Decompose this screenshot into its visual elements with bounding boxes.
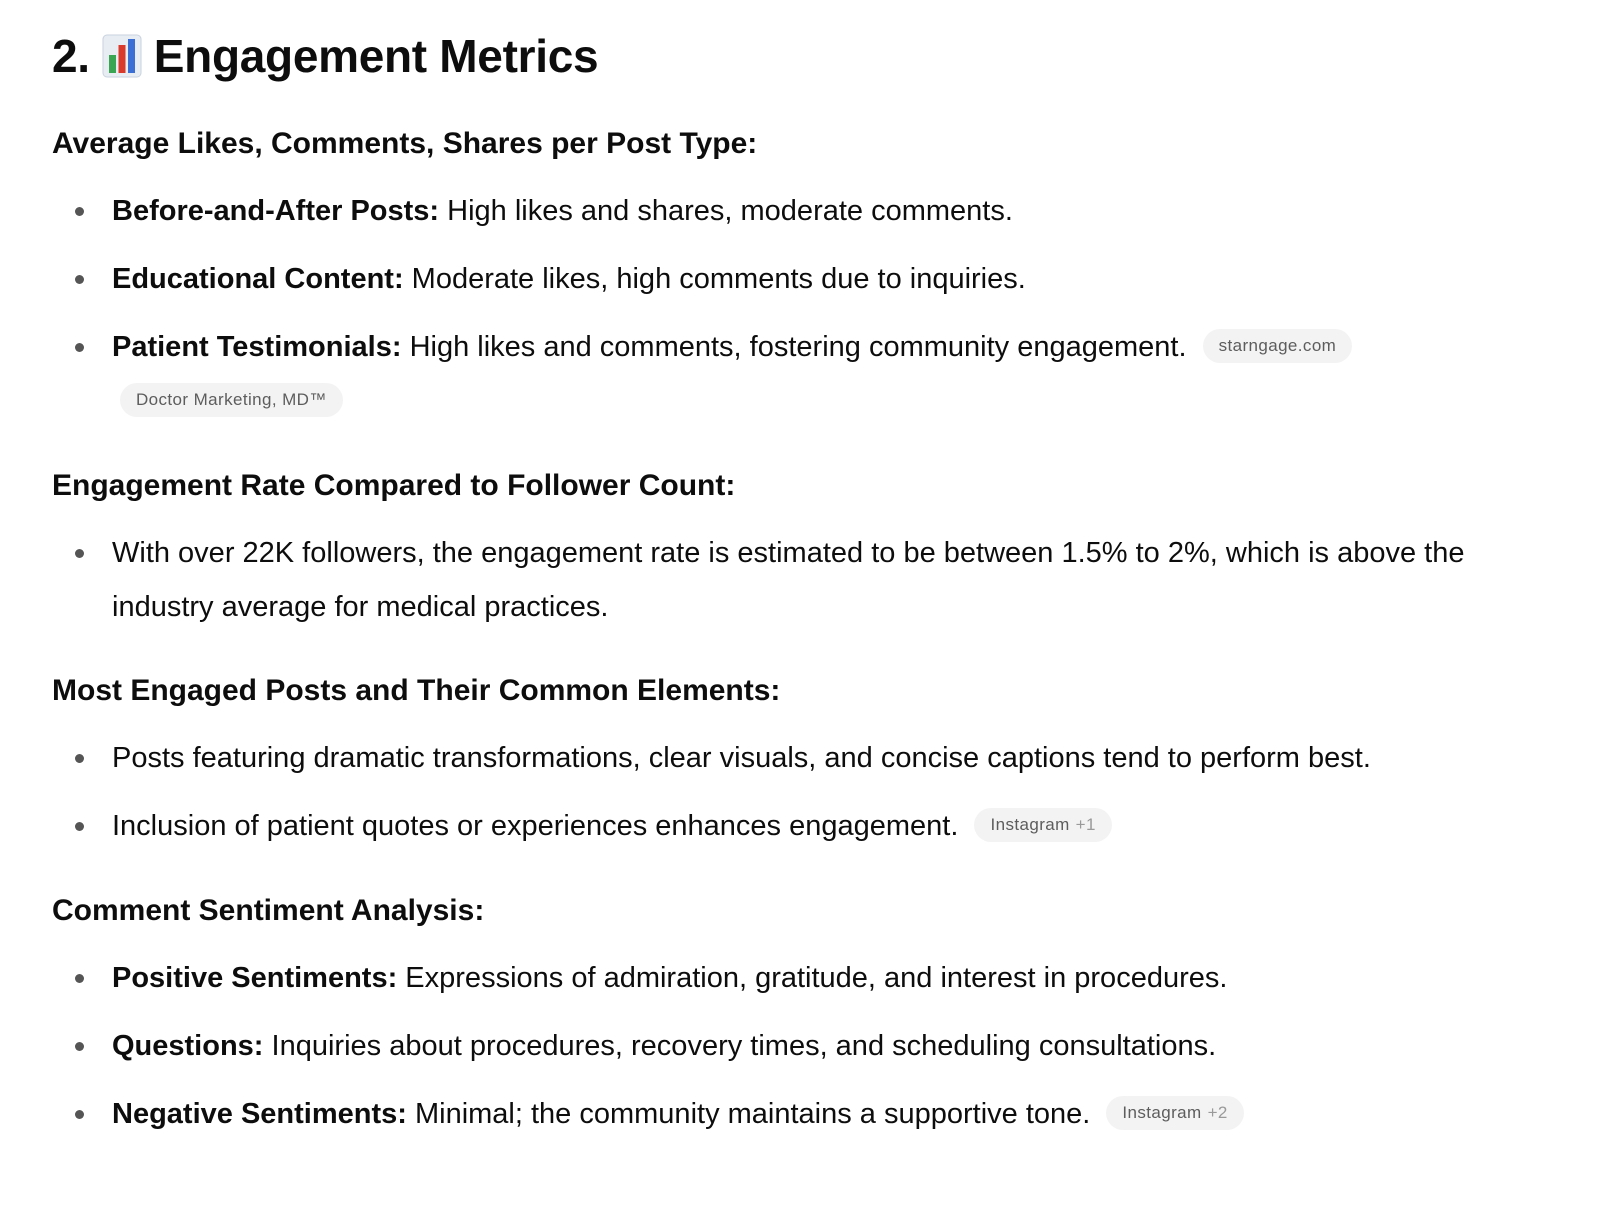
- item-label: Questions:: [112, 1030, 264, 1062]
- item-text: High likes and shares, moderate comments.: [439, 195, 1013, 227]
- most-engaged-list: [52, 731, 1552, 867]
- item-label: Negative Sentiments:: [112, 1098, 407, 1130]
- chip-count: +2: [1207, 1103, 1228, 1123]
- section-heading-average-likes: Average Likes, Comments, Shares per Post Type:: [52, 127, 758, 160]
- source-chip-doctor-marketing[interactable]: Doctor Marketing, MD™: [120, 383, 343, 417]
- list-item: [52, 731, 1552, 785]
- chip-count: +1: [1075, 815, 1096, 835]
- item-label: Positive Sentiments:: [112, 962, 398, 994]
- item-text: With over 22K followers, the engagement rate is estimated to be between 1.5% to 2%, which is above the industry average for medical practices.: [112, 537, 1465, 623]
- item-text: Inquiries about procedures, recovery times, and scheduling consultations.: [263, 1030, 1217, 1062]
- item-label: Patient Testimonials:: [112, 331, 402, 363]
- list-item: [52, 1019, 1552, 1073]
- page-title: [52, 28, 598, 84]
- section-heading-most-engaged: Most Engaged Posts and Their Common Elements:: [52, 674, 781, 707]
- bar-chart-icon: [102, 33, 142, 79]
- source-chip-instagram[interactable]: [974, 808, 1111, 842]
- list-item: [52, 526, 1552, 634]
- item-text: Inclusion of patient quotes or experiences enhances engagement.: [112, 810, 959, 842]
- item-text: Posts featuring dramatic transformations, clear visuals, and concise captions tend to perform best.: [112, 742, 1371, 774]
- list-item: [52, 951, 1552, 1005]
- item-text: Minimal; the community maintains a supportive tone.: [406, 1098, 1091, 1130]
- chip-row: [112, 374, 1552, 428]
- sentiment-list: [52, 951, 1552, 1155]
- list-item: [52, 184, 1552, 238]
- item-text: High likes and comments, fostering community engagement.: [401, 331, 1187, 363]
- list-item: [52, 1087, 1552, 1141]
- item-label: Educational Content:: [112, 263, 404, 295]
- chip-label: Instagram: [990, 815, 1070, 835]
- list-item: [52, 799, 1552, 853]
- engagement-rate-list: [52, 526, 1552, 648]
- post-type-list: [52, 184, 1552, 442]
- item-text: Expressions of admiration, gratitude, and interest in procedures.: [397, 962, 1228, 994]
- list-item: [52, 252, 1552, 306]
- source-chip-starngage[interactable]: starngage.com: [1203, 329, 1353, 363]
- source-chip-instagram[interactable]: [1106, 1096, 1243, 1130]
- title-number: 2.: [52, 30, 90, 82]
- item-label: Before-and-After Posts:: [112, 195, 440, 227]
- section-heading-engagement-rate: Engagement Rate Compared to Follower Count:: [52, 469, 736, 502]
- list-item: [52, 320, 1552, 428]
- chip-label: Instagram: [1122, 1103, 1202, 1123]
- title-text: Engagement Metrics: [153, 30, 599, 82]
- item-text: Moderate likes, high comments due to inquiries.: [403, 263, 1026, 295]
- section-heading-sentiment: Comment Sentiment Analysis:: [52, 894, 485, 927]
